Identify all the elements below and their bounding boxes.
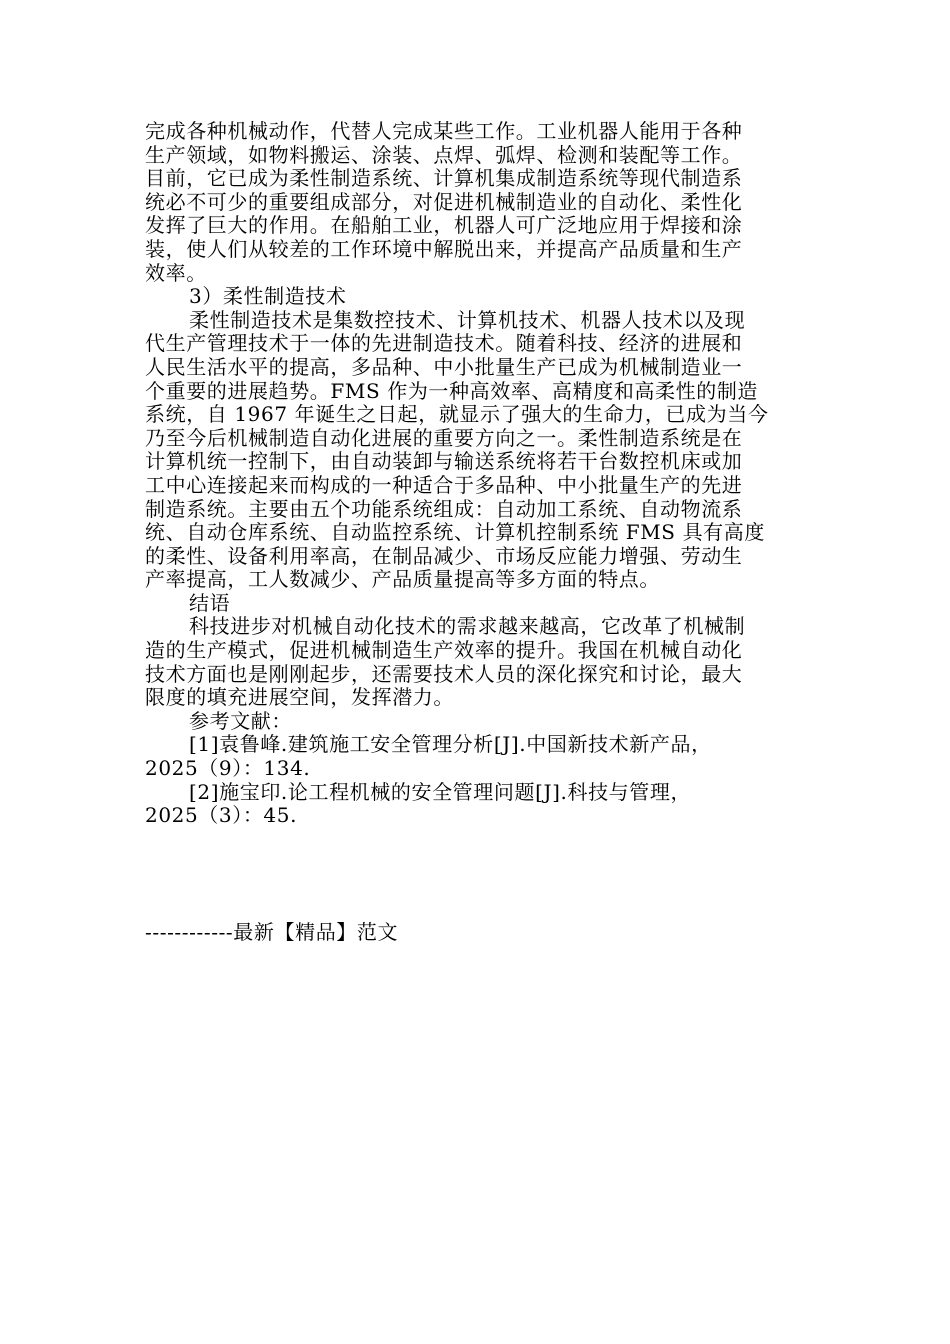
paragraph-conclusion [145,615,805,709]
reference-text: 2025（9）：134. [145,756,311,781]
text-line: 效率。 [145,260,207,285]
text-line: 系统，自 1967 年诞生之日起，就显示了强大的生命力，已成为当今 [145,402,769,427]
text-line: 发挥了巨大的作用。在船舶工业，机器人可广泛地应用于焊接和涂 [145,213,743,238]
paragraph-fms [145,309,805,592]
text-line: 柔性制造技术是集数控技术、计算机技术、机器人技术以及现 [189,307,746,332]
reference-text: 2025（3）：45. [145,803,298,828]
reference-item [145,781,805,828]
section-heading-references: 参考文献： [189,708,292,733]
document-body [145,120,805,828]
text-line: 工中心连接起来而构成的一种适合于多品种、中小批量生产的先进 [145,472,743,497]
text-line: 的柔性、设备利用率高，在制品减少、市场反应能力增强、劳动生 [145,543,743,568]
text-line: 制造系统。主要由五个功能系统组成：自动加工系统、自动物流系 [145,496,743,521]
text-line: 统、自动仓库系统、自动监控系统、计算机控制系统 FMS 具有高度 [145,520,765,545]
text-line: 人民生活水平的提高，多品种、中小批量生产已成为机械制造业一 [145,354,743,379]
text-line: 生产领域，如物料搬运、涂装、点焊、弧焊、检测和装配等工作。 [145,142,743,167]
reference-text: [1]袁鲁峰.建筑施工安全管理分析[J].中国新技术新产品， [189,732,712,757]
text-line: 统必不可少的重要组成部分，对促进机械制造业的自动化、柔性化 [145,189,743,214]
text-line: 装，使人们从较差的工作环境中解脱出来，并提高产品质量和生产 [145,236,743,261]
text-line: 完成各种机械动作，代替人完成某些工作。工业机器人能用于各种 [145,119,743,143]
text-line: 个重要的进展趋势。FMS 作为一种高效率、高精度和高柔性的制造 [145,378,759,403]
text-line: 限度的填充进展空间，发挥潜力。 [145,685,454,710]
section-heading-fms: 3）柔性制造技术 [189,284,347,309]
text-line: 乃至今后机械制造自动化进展的重要方向之一。柔性制造系统是在 [145,425,743,450]
text-line: 目前，它已成为柔性制造系统、计算机集成制造系统等现代制造系 [145,166,743,191]
text-line: 技术方面也是刚刚起步，还需要技术人员的深化探究和讨论，最大 [145,661,743,686]
text-line: 代生产管理技术于一体的先进制造技术。随着科技、经济的进展和 [145,331,743,356]
reference-item [145,733,805,780]
reference-list [145,733,805,827]
section-heading-conclusion: 结语 [189,590,231,615]
text-line: 产率提高，工人数减少、产品质量提高等多方面的特点。 [145,567,660,592]
page-footer: ------------最新【精品】范文 [145,920,399,944]
reference-text: [2]施宝印.论工程机械的安全管理问题[J].科技与管理， [189,779,692,804]
text-line: 计算机统一控制下，由自动装卸与输送系统将若干台数控机床或加 [145,449,743,474]
paragraph-robot [145,120,805,285]
text-line: 造的生产模式，促进机械制造生产效率的提升。我国在机械自动化 [145,638,743,663]
text-line: 科技进步对机械自动化技术的需求越来越高，它改革了机械制 [189,614,746,639]
